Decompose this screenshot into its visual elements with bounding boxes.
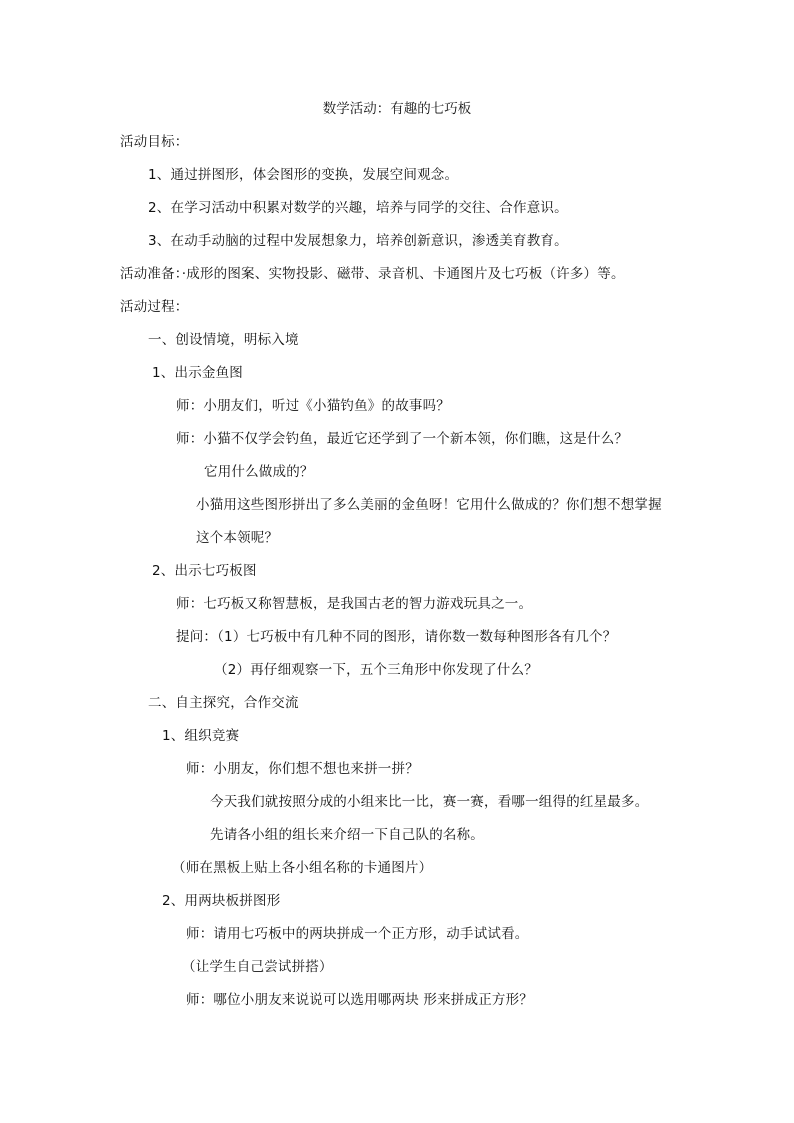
step-heading: 1、组织竞赛 xyxy=(162,728,240,744)
paragraph-line: 师：小朋友，你们想不想也来拼一拼？ xyxy=(186,761,419,777)
paragraph-line: 师：请用七巧板中的两块拼成一个正方形，动手试试看。 xyxy=(186,926,529,942)
section-heading-preparation: 活动准备：·成形的图案、实物投影、磁带、录音机、卡通图片及七巧板（许多）等。 xyxy=(120,266,625,282)
paragraph-line: 小猫用这些图形拼出了多么美丽的金鱼呀！它用什么做成的？你们想不想掌握 xyxy=(196,497,662,513)
paragraph-line: 提问：（1）七巧板中有几种不同的图形，请你数一数每种图形各有几个？ xyxy=(176,629,617,645)
paragraph-line: 师：小猫不仅学会钓鱼，最近它还学到了一个新本领，你们瞧，这是什么？ xyxy=(176,431,629,447)
subsection-heading: 一、创设情境，明标入境 xyxy=(148,332,299,348)
document-title: 数学活动：有趣的七巧板 xyxy=(322,101,472,117)
paragraph-line: （让学生自己尝试拼搭） xyxy=(182,959,333,975)
paragraph-line: 师：小朋友们，听过《小猫钓鱼》的故事吗？ xyxy=(176,398,450,414)
paragraph-line: 2、在学习活动中积累对数学的兴趣，培养与同学的交往、合作意识。 xyxy=(148,200,568,216)
step-heading: 2、出示七巧板图 xyxy=(152,563,257,579)
paragraph-line: 1、通过拼图形，体会图形的变换，发展空间观念。 xyxy=(148,167,459,183)
paragraph-line: （2）再仔细观察一下，五个三角形中你发现了什么？ xyxy=(214,662,538,678)
paragraph-line: （师在黑板上贴上各小组名称的卡通图片） xyxy=(172,860,433,876)
paragraph-line: 3、在动手动脑的过程中发展想象力，培养创新意识，渗透美育教育。 xyxy=(148,233,568,249)
paragraph-line: 先请各小组的组长来介绍一下自己队的名称。 xyxy=(210,827,484,843)
paragraph-line: 今天我们就按照分成的小组来比一比，赛一赛，看哪一组得的红星最多。 xyxy=(210,794,649,810)
paragraph-line: 它用什么做成的？ xyxy=(204,464,314,480)
section-heading-process: 活动过程： xyxy=(120,299,189,315)
paragraph-line: 师：哪位小朋友来说说可以选用哪两块 形来拼成正方形？ xyxy=(186,992,533,1008)
paragraph-line: 师：七巧板又称智慧板，是我国古老的智力游戏玩具之一。 xyxy=(176,596,533,612)
step-heading: 2、用两块板拼图形 xyxy=(162,893,281,909)
step-heading: 1、出示金鱼图 xyxy=(152,365,243,381)
section-heading-goals: 活动目标： xyxy=(120,134,189,150)
subsection-heading: 二、自主探究，合作交流 xyxy=(148,695,299,711)
paragraph-line: 这个本领呢？ xyxy=(196,530,279,546)
